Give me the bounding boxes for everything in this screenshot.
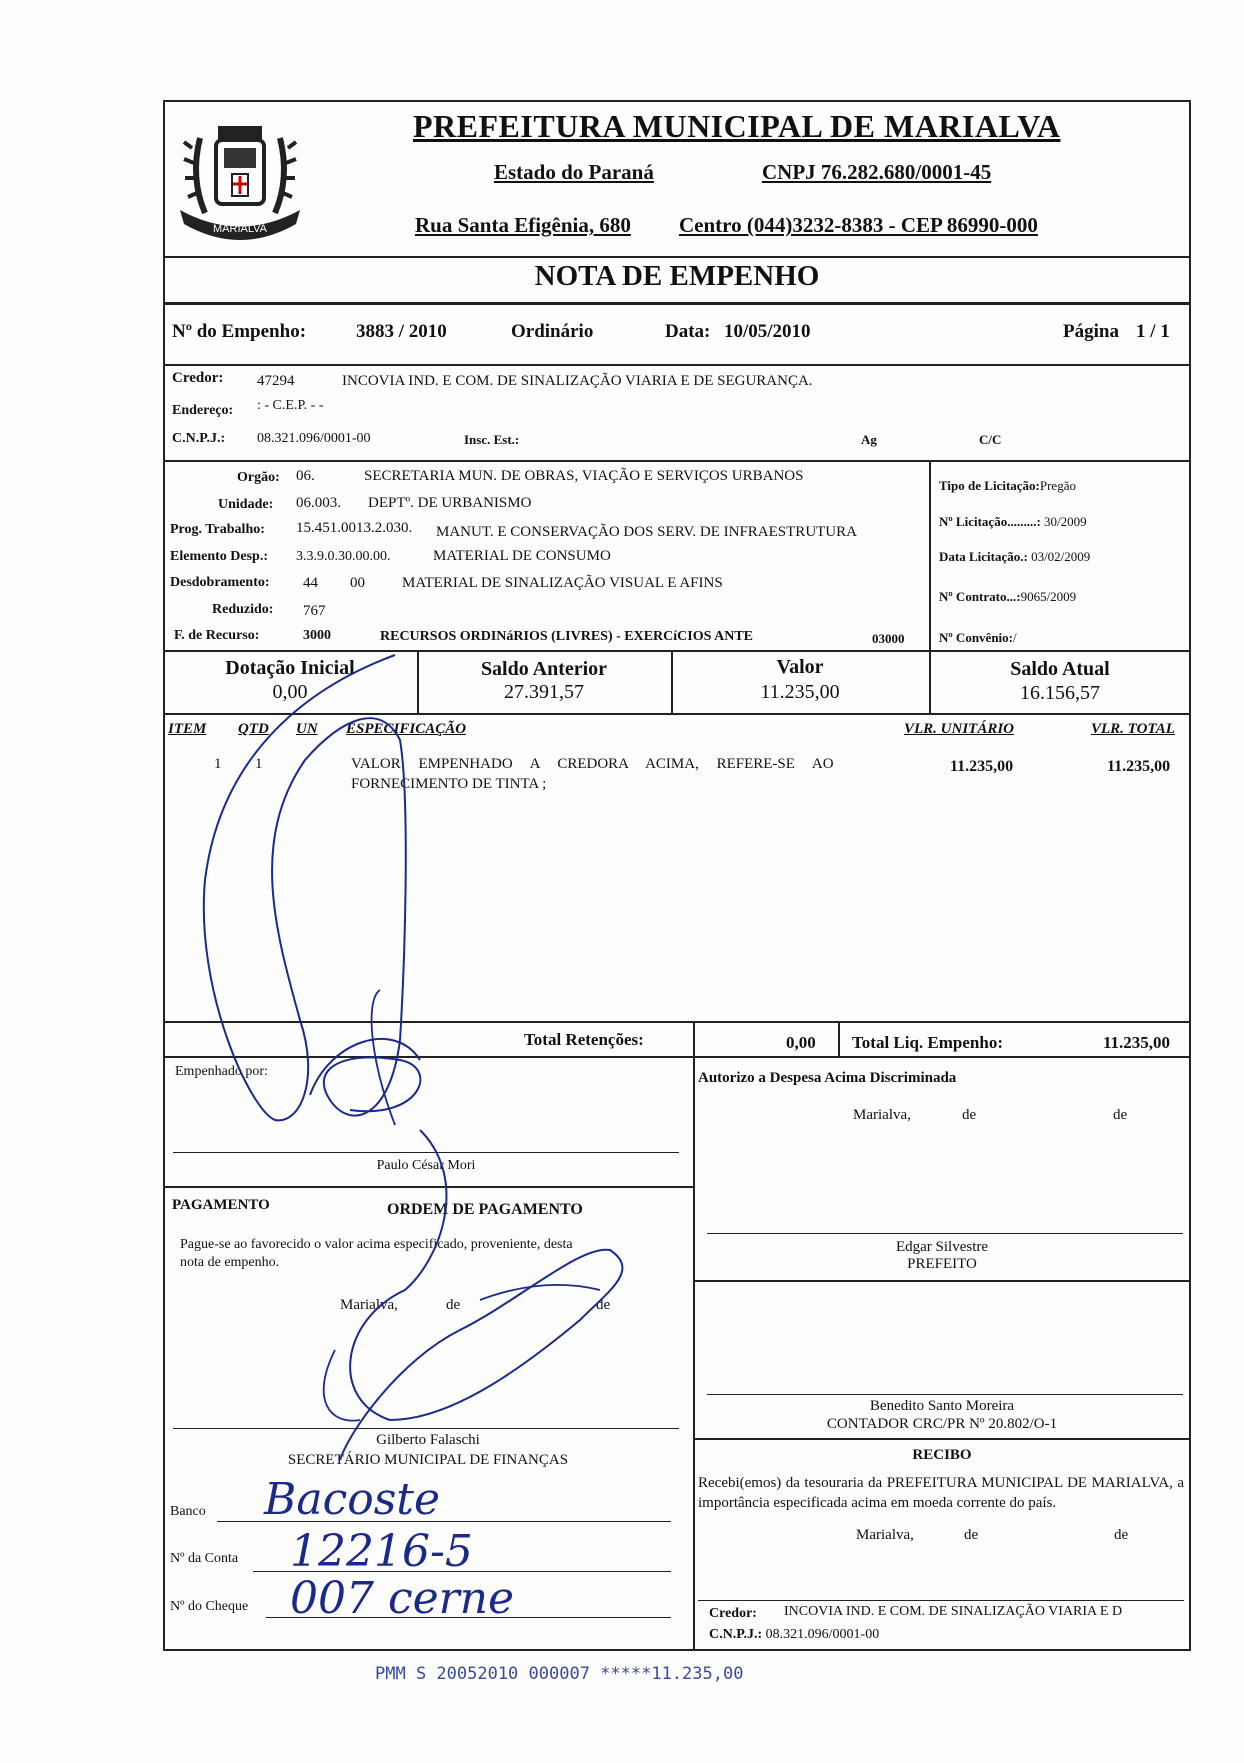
ordem-pagamento-title: ORDEM DE PAGAMENTO bbox=[387, 1201, 583, 1218]
prefeito-title: PREFEITO bbox=[907, 1256, 977, 1272]
pagamento-title: PAGAMENTO bbox=[172, 1197, 270, 1213]
recurso-desc: RECURSOS ORDINáRIOS (LIVRES) - EXERCíCIOS ANTE bbox=[380, 629, 754, 644]
saldo-atual-value: 16.156,57 bbox=[1020, 682, 1100, 704]
pagamento-city: Marialva, bbox=[340, 1297, 398, 1313]
recibo-credor-name: INCOVIA IND. E COM. DE SINALIZAÇÃO VIARIA E D bbox=[784, 1604, 1123, 1619]
pagamento-text-line-2: nota de empenho. bbox=[180, 1255, 280, 1270]
empenhado-name: Paulo César Mori bbox=[376, 1158, 476, 1173]
saldo-anterior-label: Saldo Anterior bbox=[480, 658, 608, 680]
autorizo-city: Marialva, bbox=[853, 1107, 911, 1123]
col-spec: ESPECIFICAÇÃO bbox=[346, 721, 467, 737]
convenio-label: Nº Convênio: bbox=[939, 630, 1013, 645]
elemento-code: 3.3.9.0.30.00.00. bbox=[296, 549, 391, 564]
recibo-de-2: de bbox=[1114, 1527, 1129, 1543]
orgao-desc: SECRETARIA MUN. DE OBRAS, VIAÇÃO E SERVIÇOS URBANOS bbox=[364, 468, 804, 484]
street-address: Rua Santa Efigênia, 680 bbox=[415, 213, 631, 237]
recibo-cnpj-label: C.N.P.J.: bbox=[709, 1627, 763, 1642]
contrato-label: Nº Contrato...: bbox=[939, 589, 1021, 604]
item-spec-line-2: FORNECIMENTO DE TINTA ; bbox=[351, 776, 547, 792]
orgao-code: 06. bbox=[296, 468, 315, 484]
page-number: 1 / 1 bbox=[1136, 321, 1170, 342]
insc-est-label: Insc. Est.: bbox=[464, 432, 520, 447]
reduzido-label: Reduzido: bbox=[212, 602, 274, 617]
col-item: ITEM bbox=[168, 721, 207, 737]
empenho-number-label: Nº do Empenho: bbox=[172, 321, 307, 342]
recibo-city: Marialva, bbox=[856, 1527, 914, 1543]
desdobramento-label: Desdobramento: bbox=[170, 575, 270, 590]
empenho-type: Ordinário bbox=[511, 321, 594, 342]
item-total-value: 11.235,00 bbox=[1107, 758, 1171, 775]
item-qty: 1 bbox=[255, 756, 263, 772]
elemento-desc: MATERIAL DE CONSUMO bbox=[433, 548, 611, 564]
address-label: Endereço: bbox=[172, 403, 234, 418]
desdobramento-desc: MATERIAL DE SINALIZAÇÃO VISUAL E AFINS bbox=[402, 575, 723, 591]
col-qtd: QTD bbox=[238, 721, 269, 737]
saldo-atual-label: Saldo Atual bbox=[1010, 658, 1110, 680]
item-spec-line-1: VALOR EMPENHADO A CREDORA ACIMA, REFERE-SE AO bbox=[351, 756, 834, 772]
convenio-value: / bbox=[1013, 630, 1017, 645]
col-total-value: VLR. TOTAL bbox=[1091, 721, 1175, 737]
desdobramento-code-1: 44 bbox=[303, 575, 318, 591]
total-retencoes-label: Total Retenções: bbox=[524, 1030, 644, 1049]
reduzido-value: 767 bbox=[303, 603, 326, 619]
autorizo-de-2: de bbox=[1113, 1107, 1128, 1123]
document-title: NOTA DE EMPENHO bbox=[534, 260, 820, 292]
prog-code: 15.451.0013.2.030. bbox=[296, 520, 413, 536]
orgao-label: Orgão: bbox=[237, 470, 280, 485]
svg-text:MARIALVA: MARIALVA bbox=[213, 223, 267, 235]
creditor-label: Credor: bbox=[172, 370, 224, 386]
empenho-number: 3883 / 2010 bbox=[356, 321, 447, 342]
cnpj-label: C.N.P.J.: bbox=[172, 431, 226, 446]
conta-handwritten: 12216-5 bbox=[290, 1526, 473, 1577]
prefeito-name: Edgar Silvestre bbox=[895, 1239, 989, 1255]
licitacao-type-value: Pregão bbox=[1039, 478, 1076, 493]
desdobramento-code-2: 00 bbox=[350, 575, 365, 591]
empenho-date-label: Data: bbox=[665, 321, 711, 342]
recibo-title: RECIBO bbox=[912, 1447, 972, 1463]
autorizo-label: Autorizo a Despesa Acima Discriminada bbox=[698, 1070, 957, 1086]
contrato-value: 9065/2009 bbox=[1020, 589, 1077, 604]
recibo-text: Recebi(emos) da tesouraria da PREFEITURA MUNICIPAL DE MARIALVA, a importância especificada acima em moeda corrente do país. bbox=[698, 1475, 1184, 1511]
valor-value: 11.235,00 bbox=[760, 681, 840, 703]
empenhado-label: Empenhado por: bbox=[175, 1064, 268, 1079]
licitacao-number-label: Nº Licitação.........: bbox=[939, 514, 1041, 529]
unidade-desc: DEPTº. DE URBANISMO bbox=[368, 495, 532, 511]
pagamento-text-line-1: Pague-se ao favorecido o valor acima especificado, proveniente, desta bbox=[180, 1237, 573, 1252]
saldo-anterior-value: 27.391,57 bbox=[504, 681, 584, 703]
creditor-cnpj: 08.321.096/0001-00 bbox=[257, 431, 371, 446]
pagamento-de-2: de bbox=[596, 1297, 611, 1313]
elemento-label: Elemento Desp.: bbox=[170, 549, 268, 564]
conta-label: Nº da Conta bbox=[170, 1551, 239, 1566]
col-unit-value: VLR. UNITÁRIO bbox=[904, 721, 1015, 737]
municipality-title: PREFEITURA MUNICIPAL DE MARIALVA bbox=[413, 108, 1061, 144]
banco-handwritten: Bacoste bbox=[264, 1474, 440, 1525]
recibo-cnpj-value: 08.321.096/0001-00 bbox=[765, 1627, 880, 1642]
total-liq-label: Total Liq. Empenho: bbox=[852, 1033, 1003, 1052]
secretario-title: SECRETÁRIO MUNICIPAL DE FINANÇAS bbox=[287, 1452, 569, 1468]
valor-label: Valor bbox=[776, 656, 824, 678]
unidade-label: Unidade: bbox=[218, 497, 274, 512]
recurso-label: F. de Recurso: bbox=[174, 628, 260, 643]
dotacao-label: Dotação Inicial bbox=[225, 657, 355, 679]
item-unit-value: 11.235,00 bbox=[950, 758, 1014, 775]
cnpj-header: CNPJ 76.282.680/0001-45 bbox=[762, 160, 992, 184]
creditor-code: 47294 bbox=[257, 373, 295, 389]
prog-desc: MANUT. E CONSERVAÇÃO DOS SERV. DE INFRAESTRUTURA bbox=[436, 524, 857, 540]
licitacao-number-value: 30/2009 bbox=[1044, 514, 1087, 529]
licitacao-date-value: 03/02/2009 bbox=[1031, 549, 1091, 564]
empenho-date: 10/05/2010 bbox=[724, 321, 811, 342]
district-phone-cep: Centro (044)3232-8383 - CEP 86990-000 bbox=[679, 213, 1038, 237]
pagamento-de-1: de bbox=[446, 1297, 461, 1313]
licitacao-date-label: Data Licitação.: bbox=[939, 549, 1028, 564]
contador-title: CONTADOR CRC/PR Nº 20.802/O-1 bbox=[826, 1416, 1058, 1432]
recurso-code-2: 03000 bbox=[872, 631, 905, 646]
recurso-code: 3000 bbox=[303, 628, 331, 643]
cheque-label: Nº do Cheque bbox=[170, 1599, 249, 1614]
col-un: UN bbox=[296, 721, 318, 737]
creditor-name: INCOVIA IND. E COM. DE SINALIZAÇÃO VIARIA E DE SEGURANÇA. bbox=[342, 373, 813, 389]
secretario-name: Gilberto Falaschi bbox=[376, 1432, 480, 1448]
payment-stamp: PMM S 20052010 000007 *****11.235,00 bbox=[375, 1664, 744, 1684]
account-label: C/C bbox=[979, 432, 1002, 447]
total-liq-value: 11.235,00 bbox=[1103, 1033, 1171, 1052]
state-name: Estado do Paraná bbox=[494, 160, 654, 184]
agency-label: Ag bbox=[861, 432, 877, 447]
page-label: Página bbox=[1063, 321, 1119, 342]
unidade-code: 06.003. bbox=[296, 495, 341, 511]
banco-label: Banco bbox=[170, 1504, 206, 1519]
address-value: : - C.E.P. - - bbox=[257, 398, 324, 413]
dotacao-value: 0,00 bbox=[272, 681, 308, 703]
recibo-credor-label: Credor: bbox=[709, 1606, 757, 1621]
prog-label: Prog. Trabalho: bbox=[170, 522, 265, 537]
autorizo-de-1: de bbox=[962, 1107, 977, 1123]
contador-name: Benedito Santo Moreira bbox=[869, 1398, 1015, 1414]
cheque-handwritten: 007 cerne bbox=[290, 1573, 515, 1624]
item-number: 1 bbox=[214, 756, 222, 772]
recibo-de-1: de bbox=[964, 1527, 979, 1543]
total-retencoes-value: 0,00 bbox=[786, 1033, 816, 1052]
licitacao-type-label: Tipo de Licitação: bbox=[939, 478, 1040, 493]
